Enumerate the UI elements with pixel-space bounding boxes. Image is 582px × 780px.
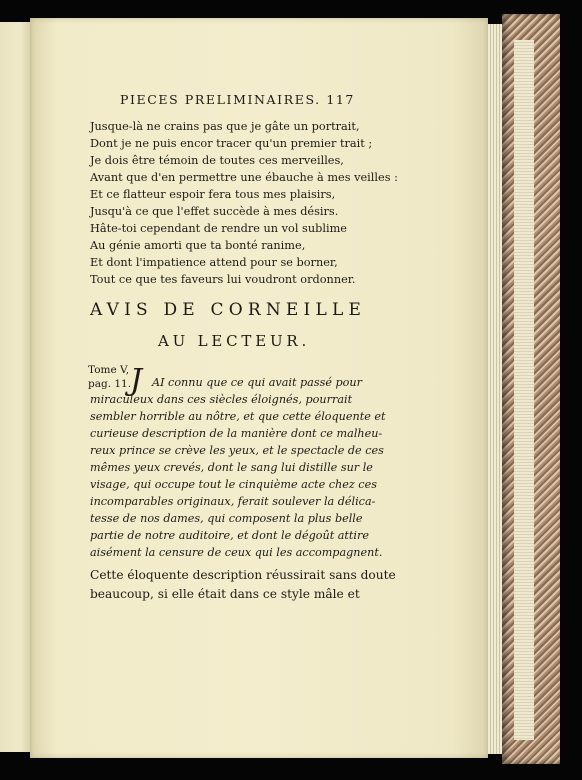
prose-line: partie de notre auditoire, et dont le dégoût attire — [90, 529, 369, 542]
prose-line-first: AI connu que ce qui avait passé pour — [152, 376, 362, 389]
verse-line: Je dois être témoin de toutes ces merveilles, — [90, 154, 344, 167]
prose-line: reux prince se crève les yeux, et le spectacle de ces — [90, 444, 384, 457]
prose-line: curieuse description de la manière dont ce malheu- — [90, 427, 383, 440]
verse-line: Tout ce que tes faveurs lui voudront ordonner. — [90, 273, 356, 286]
prose-line: miraculeux dans ces siècles éloignés, pourrait — [90, 393, 353, 406]
margin-note-page: pag. 11. — [88, 378, 132, 390]
body-line: beaucoup, si elle était dans ce style mâle et — [90, 587, 360, 601]
drop-cap: J — [130, 363, 143, 398]
prose-line: visage, qui occupe tout le cinquième acte chez ces — [90, 478, 377, 491]
margin-note-volume: Tome V, — [88, 364, 130, 376]
section-subtitle: AU LECTEUR. — [158, 332, 311, 350]
verse-line: Jusque-là ne crains pas que je gâte un portrait, — [90, 120, 360, 133]
page-edges — [488, 24, 502, 754]
running-header: PIECES PRELIMINAIRES. 117 — [120, 92, 355, 107]
verse-line: Jusqu'à ce que l'effet succède à mes désirs. — [90, 205, 339, 218]
verse-line: Avant que d'en permettre une ébauche à mes veilles : — [90, 171, 398, 184]
prose-line: mêmes yeux crevés, dont le sang lui distille sur le — [90, 461, 373, 474]
verse-line: Et dont l'impatience attend pour se borner, — [90, 256, 338, 269]
page-block-edge — [514, 40, 534, 740]
prose-line: incomparables originaux, ferait soulever la délica- — [90, 495, 376, 508]
body-line: Cette éloquente description réussirait sans doute — [90, 568, 396, 582]
verse-line: Et ce flatteur espoir fera tous mes plaisirs, — [90, 188, 336, 201]
prose-line: sembler horrible au nôtre, et que cette éloquente et — [90, 410, 386, 423]
prose-line: aisément la censure de ceux qui les accompagnent. — [90, 546, 383, 559]
verse-line: Au génie amorti que ta bonté ranime, — [90, 239, 306, 252]
verse-line: Dont je ne puis encor tracer qu'un premier trait ; — [90, 137, 373, 150]
prose-line: tesse de nos dames, qui composent la plus belle — [90, 512, 363, 525]
verse-line: Hâte-toi cependant de rendre un vol sublime — [90, 222, 347, 235]
section-title: AVIS DE CORNEILLE — [90, 300, 367, 320]
